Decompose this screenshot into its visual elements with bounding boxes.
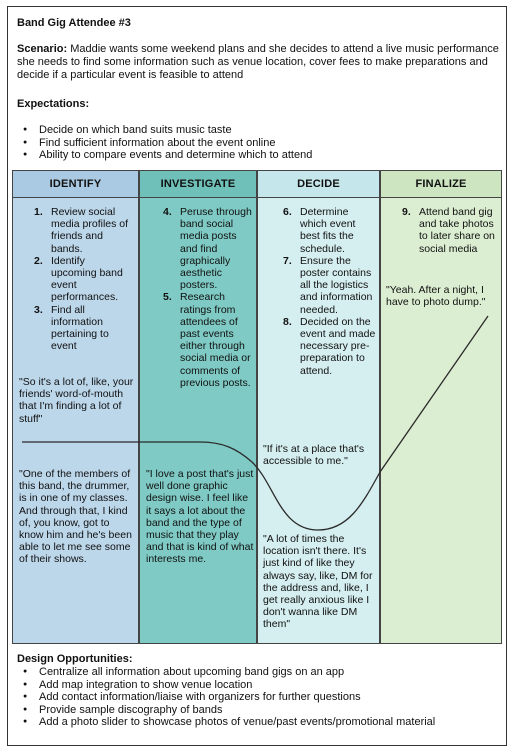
quote-text: "One of the members of this band, the drummer, is in one of my classes. And through that, I kind of, you know, got to know him and he's been able to let me see some of their shows. bbox=[19, 468, 132, 566]
step-item bbox=[31, 206, 131, 255]
expectations-list bbox=[17, 124, 312, 162]
step-text: Peruse through band social media posts and find graphically aesthetic posters. bbox=[180, 206, 252, 292]
scenario-text bbox=[17, 43, 499, 82]
quote-text: "I love a post that's just well done graphic design wise. I feel like it says a lot about the band and the type of music that they play and that is kind of what interests me. bbox=[146, 468, 254, 566]
page-title: Band Gig Attendee #3 bbox=[17, 17, 131, 29]
list-item: ● Provide sample discography of bands bbox=[17, 704, 435, 717]
step-number: 8. bbox=[283, 315, 292, 328]
step-list-finalize bbox=[399, 206, 497, 255]
design-opportunities-heading: Design Opportunities: bbox=[17, 653, 133, 665]
list-item: ● Find sufficient information about the event online bbox=[17, 137, 312, 150]
expectations-heading: Expectations: bbox=[17, 98, 90, 110]
column-body-investigate bbox=[140, 198, 256, 643]
step-text: Attend band gig and take photos to later share on social media bbox=[419, 206, 495, 255]
column-header-decide: DECIDE bbox=[258, 171, 379, 198]
step-list-identify bbox=[31, 206, 131, 352]
step-number: 6. bbox=[283, 206, 292, 218]
step-item bbox=[280, 206, 376, 255]
step-list-investigate bbox=[160, 206, 254, 389]
step-list-decide bbox=[280, 206, 376, 377]
step-item bbox=[399, 206, 497, 255]
step-text: Determine which event best fits the schedule. bbox=[300, 206, 356, 255]
list-item: ● Add contact information/liaise with organizers for further questions bbox=[17, 691, 435, 704]
quote-text: "If it's at a place that's accessible to me." bbox=[263, 443, 365, 468]
journey-board bbox=[12, 170, 502, 644]
column-investigate bbox=[139, 170, 257, 644]
step-text: Research ratings from attendees of past events either through social media or comments of previous posts. bbox=[180, 291, 251, 389]
step-item bbox=[160, 206, 254, 291]
scenario-body: Maddie wants some weekend plans and she decides to attend a live music performance she needs to find some information such as venue location, cover fees to make preparations and decide if a particular event is feasible to attend bbox=[17, 43, 499, 81]
list-item: ● Ability to compare events and determine which to attend bbox=[17, 149, 312, 162]
quote-text: "Yeah. After a night, I have to photo dump." bbox=[386, 284, 486, 309]
column-identify bbox=[12, 170, 139, 644]
column-body-finalize bbox=[381, 198, 501, 643]
step-item bbox=[31, 304, 131, 353]
step-number: 9. bbox=[402, 206, 411, 218]
column-header-identify: IDENTIFY bbox=[13, 171, 138, 198]
step-number: 4. bbox=[163, 206, 172, 218]
step-item bbox=[160, 291, 254, 389]
design-opportunities-list bbox=[17, 666, 435, 729]
scenario-label: Scenario: bbox=[17, 43, 68, 55]
column-body-identify bbox=[13, 198, 138, 643]
step-item bbox=[280, 316, 376, 377]
column-header-investigate: INVESTIGATE bbox=[140, 171, 256, 198]
list-item: ● Add a photo slider to showcase photos of venue/past events/promotional material bbox=[17, 716, 435, 729]
quote-text: "So it's a lot of, like, your friends' word-of-mouth that I'm finding a lot of stuff" bbox=[19, 376, 134, 425]
column-header-finalize: FINALIZE bbox=[381, 171, 501, 198]
column-decide bbox=[257, 170, 380, 644]
column-finalize bbox=[380, 170, 502, 644]
list-item: ● Centralize all information about upcoming band gigs on an app bbox=[17, 666, 435, 679]
step-item bbox=[31, 255, 131, 304]
step-text: Ensure the poster contains all the logistics and information needed. bbox=[300, 254, 373, 316]
step-number: 5. bbox=[163, 291, 172, 304]
step-text: Review social media profiles of friends and bands. bbox=[51, 206, 129, 255]
step-number: 1. bbox=[34, 206, 43, 218]
step-number: 2. bbox=[34, 254, 43, 267]
quote-text: "A lot of times the location isn't there. It's just kind of like they always say, like, DM for the address and, like, I get really anxious like I don't wanna like DM them" bbox=[263, 533, 373, 631]
step-text: Identify upcoming band event performances. bbox=[51, 254, 123, 304]
column-body-decide bbox=[258, 198, 379, 643]
list-item: ● Add map integration to show venue location bbox=[17, 679, 435, 692]
step-number: 7. bbox=[283, 254, 292, 267]
step-number: 3. bbox=[34, 303, 43, 316]
step-text: Decided on the event and made necessary pre-preparation to attend. bbox=[300, 315, 376, 377]
list-item: ● Decide on which band suits music taste bbox=[17, 124, 312, 137]
step-item bbox=[280, 255, 376, 316]
step-text: Find all information pertaining to event bbox=[51, 303, 109, 353]
